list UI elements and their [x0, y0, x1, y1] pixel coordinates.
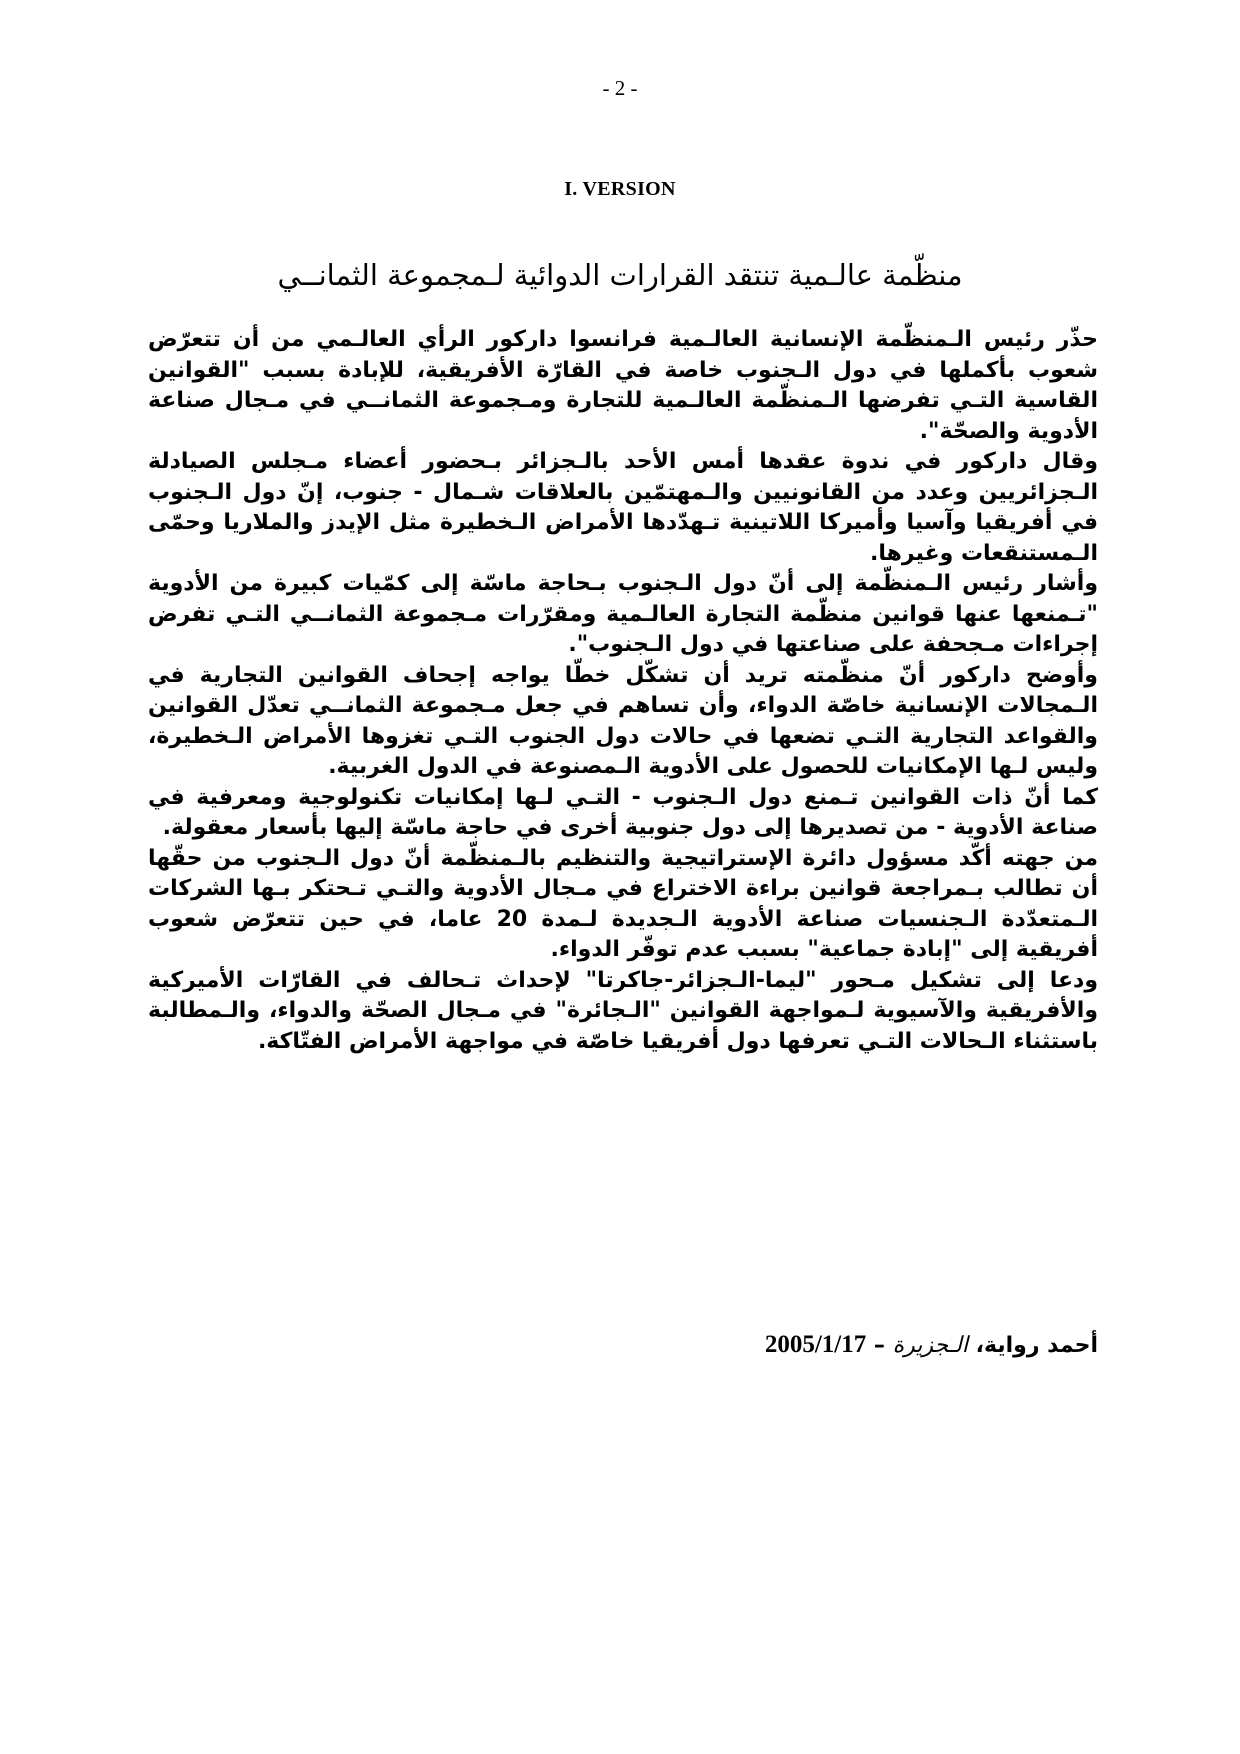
byline-author: أحمد رواية،	[975, 1333, 1098, 1358]
paragraph: حذّر رئيس الـمنظّمة الإنسانية العالـمية فرانسوا داركور الرأي العالـمي من أن تتعرّض شعوب بأكملها في دول الـجنوب خاصة في القارّة الأفريقية، للإبادة بسبب "القوانين القاسية التـي تفرضها الـمنظّمة العالـمية للتجارة ومـجموعة الثمانــي في مـجال صناعة الأدوية والصحّة".	[148, 327, 1098, 444]
byline-date: 2005/1/17	[764, 1331, 867, 1358]
version-heading: I. VERSION	[564, 178, 676, 200]
paragraph: وقال داركور في ندوة عقدها أمس الأحد بالـجزائر بـحضور أعضاء مـجلس الصيادلة الـجزائريين وعدد من القانونيين والـمهتمّين بالعلاقات شـمال - جنوب، إنّ دول الـجنوب في أفريقيا وآسيا وأميركا اللاتينية تـهدّدها الأمراض الـخطيرة مثل الإيدز والملاريا وحمّى الـمستنقعات وغيرها.	[148, 449, 1098, 566]
paragraph: ودعا إلى تشكيل مـحور "ليما-الـجزائر-جاكرتا" لإحداث تـحالف في القارّات الأميركية والأفريقية والآسيوية لـمواجهة القوانين "الـجائرة" في مـجال الصحّة والدواء، والـمطالبة باستثناء الـحالات التـي تعرفها دول أفريقيا خاصّة في مواجهة الأمراض الفتّاكة.	[148, 967, 1098, 1054]
byline-separator: –	[866, 1333, 885, 1358]
paragraph: من جهته أكّد مسؤول دائرة الإستراتيجية والتنظيم بالـمنظّمة أنّ دول الـجنوب من حقّها أن تطالب بـمراجعة قوانين براءة الاختراع في مـجال الأدوية والتـي تـحتكر بـها الشركات الـمتعدّدة الـجنسيات صناعة الأدوية الـجديدة لـمدة 20 عاما، في حين تتعرّض شعوب أفريقية إلى "إبادة جماعية" بسبب عدم توفّر الدواء.	[148, 845, 1098, 962]
byline	[148, 1331, 1098, 1359]
paragraph: كما أنّ ذات القوانين تـمنع دول الـجنوب - التـي لـها إمكانيات تكنولوجية ومعرفية في صناعة الأدوية - من تصديرها إلى دول جنوبية أخرى في حاجة ماسّة إليها بأسعار معقولة.	[148, 784, 1098, 840]
paragraph: وأشار رئيس الـمنظّمة إلى أنّ دول الـجنوب بـحاجة ماسّة إلى كمّيات كبيرة من الأدوية "تـمنعها عنها قوانين منظّمة التجارة العالـمية ومقرّرات مـجموعة الثمانــي التـي تفرض إجراءات مـجحفة على صناعتها في دول الـجنوب".	[148, 571, 1098, 657]
article-title: منظّمة عالـمية تنتقد القرارات الدوائية لـمجموعة الثمانــي	[277, 258, 963, 292]
byline-source: الـجزيرة	[892, 1333, 968, 1358]
paragraph: وأوضح داركور أنّ منظّمته تريد أن تشكّل خطّا يواجه إجحاف القوانين التجارية في الـمجالات الإنسانية خاصّة الدواء، وأن تساهم في جعل مـجموعة الثمانــي تعدّل القوانين والقواعد التجارية التـي تضعها في حالات دول الجنوب التـي تغزوها الأمراض الـخطيرة، وليس لـها الإمكانيات للحصول على الأدوية الـمصنوعة في الدول الغربية.	[148, 662, 1098, 779]
article-body	[148, 325, 1098, 1057]
page-number: - 2 -	[602, 76, 638, 100]
